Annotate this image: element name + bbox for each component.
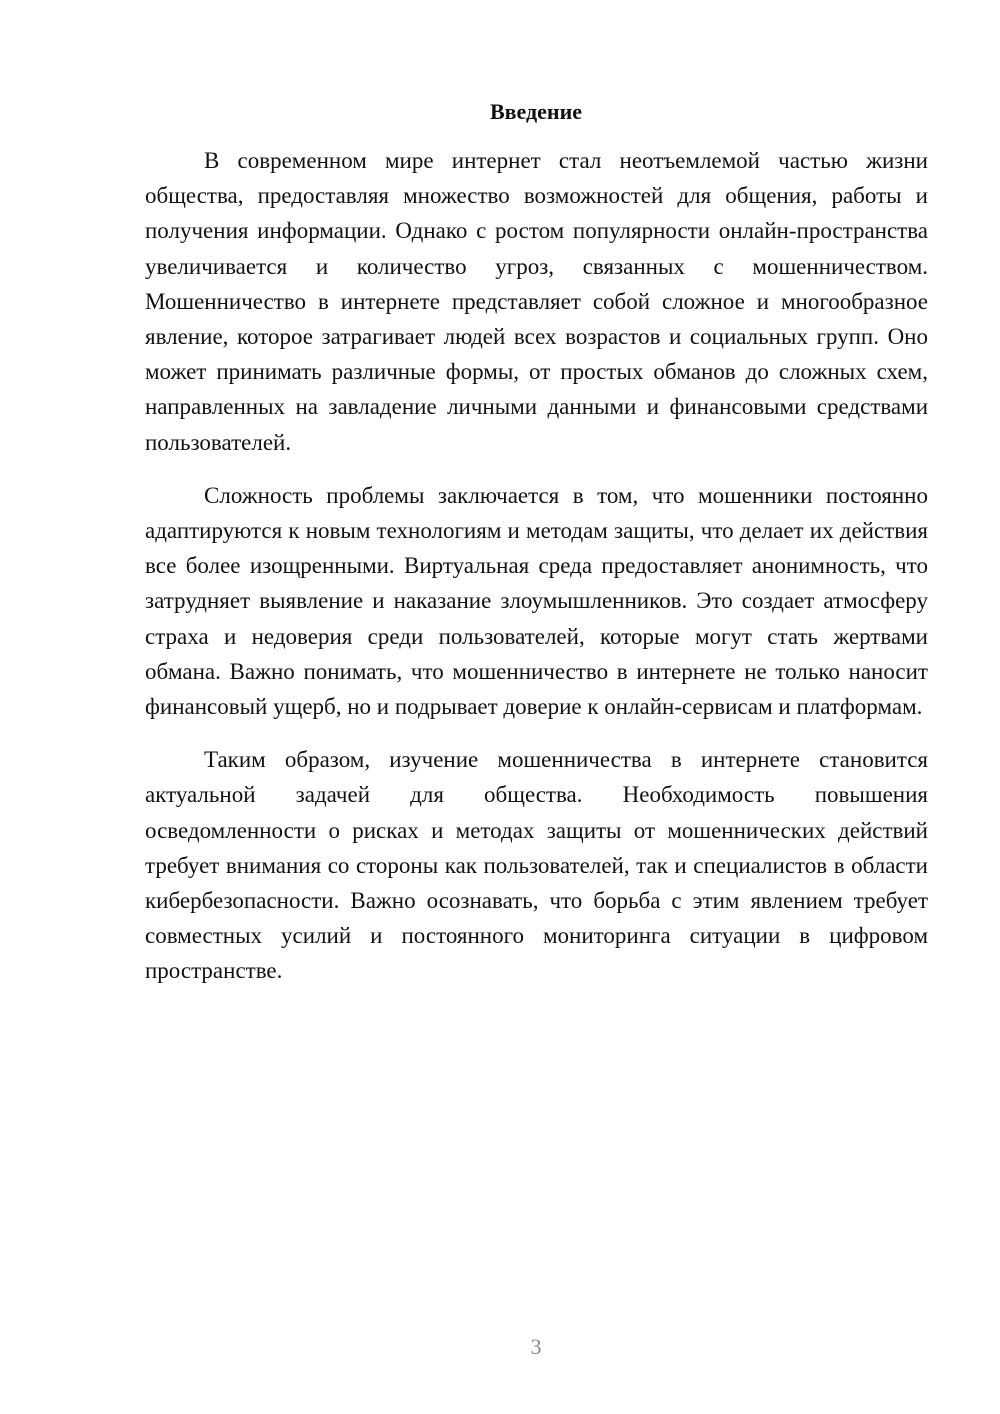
paragraph-2: Сложность проблемы заключается в том, что мошенники постоянно адаптируются к новым технологиям и методам защиты, что делает их действия все более изощренными. Виртуальная среда предоставляет анонимность, что затрудняет выявление и наказание злоумышленников. Это создает атмосферу страха и недоверия среди пользователей, которые могут стать жертвами обмана. Важно понимать, что мошенничество в интернете не только наносит финансовый ущерб, но и подрывает доверие к онлайн-сервисам и платформам.	[145, 482, 928, 720]
paragraph-3: Таким образом, изучение мошенничества в интернете становится актуальной задачей для общества. Необходимость повышения осведомленности о рисках и методах защиты от мошеннических действий требует внимания со стороны как пользователей, так и специалистов в области кибербезопасности. Важно осознавать, что борьба с этим явлением требует совместных усилий и постоянного мониторинга ситуации в цифровом пространстве.	[145, 747, 928, 984]
page-number: 3	[530, 1334, 542, 1359]
paragraph-1: В современном мире интернет стал неотъемлемой частью жизни общества, предоставляя множество возможностей для общения, работы и получения информации. Однако с ростом популярности онлайн-пространства увеличивается и количество угроз, связанных с мошенничеством. Мошенничество в интернете представляет собой сложное и многообразное явление, которое затрагивает людей всех возрастов и социальных групп. Оно может принимать различные формы, от простых обманов до сложных схем, направленных на завладение личными данными и финансовыми средствами пользователей.	[145, 148, 928, 455]
section-heading: Введение	[489, 99, 583, 124]
body-text	[145, 143, 928, 1007]
